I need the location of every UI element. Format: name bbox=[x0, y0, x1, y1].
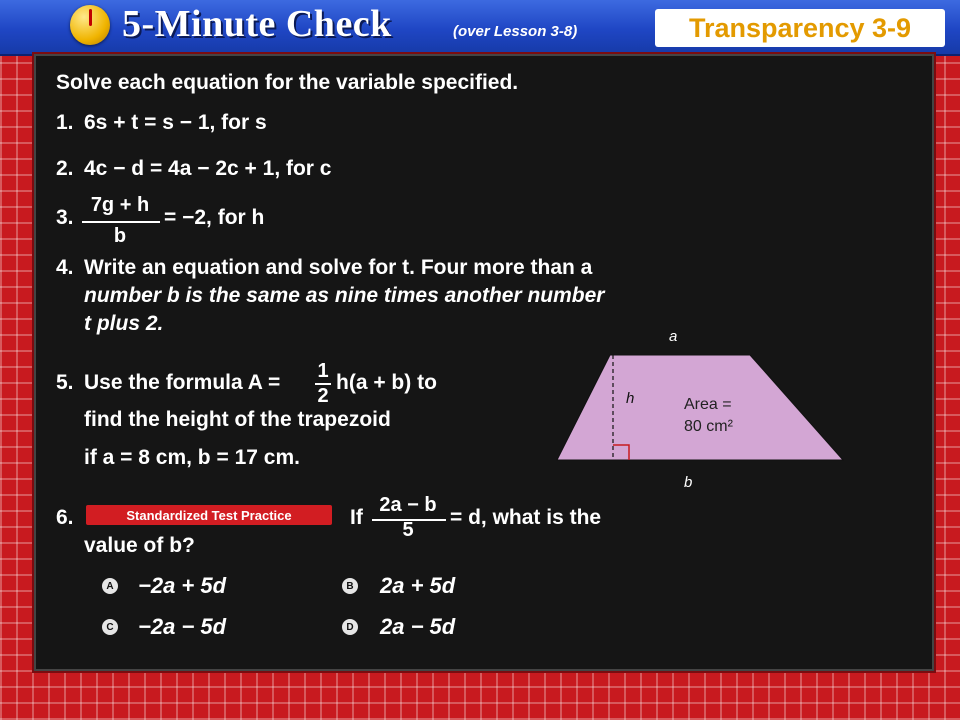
lesson-subtitle: (over Lesson 3-8) bbox=[453, 23, 578, 40]
problem-5-line-3: if a = 8 cm, b = 17 cm. bbox=[84, 446, 300, 469]
problem-6-rest: = d, what is the bbox=[450, 506, 602, 529]
trapezoid-top-label: a bbox=[669, 328, 678, 345]
instructions: Solve each equation for the variable specified. bbox=[56, 71, 519, 94]
standardized-test-practice-badge: Standardized Test Practice bbox=[86, 505, 332, 525]
problem-3-numerator: 7g + h bbox=[90, 194, 150, 216]
problem-3-number: 3. bbox=[56, 206, 74, 229]
option-d-text[interactable]: 2a − 5d bbox=[380, 614, 456, 639]
problem-4-line-3: t plus 2. bbox=[84, 312, 164, 335]
page-title: 5-Minute Check bbox=[122, 3, 392, 45]
header-bar bbox=[0, 0, 960, 56]
option-b-badge[interactable]: B bbox=[342, 578, 358, 594]
problem-3-rest: = −2, for h bbox=[164, 206, 265, 229]
option-a-text[interactable]: −2a + 5d bbox=[138, 573, 227, 598]
option-b-text[interactable]: 2a + 5d bbox=[380, 573, 456, 598]
problem-1-equation: 6s + t = s − 1, for s bbox=[84, 111, 267, 134]
problem-6-frac-numerator: 2a − b bbox=[379, 494, 437, 516]
problem-4-number: 4. bbox=[56, 256, 74, 279]
problem-1-number: 1. bbox=[56, 111, 74, 134]
problem-3-denominator: b bbox=[113, 225, 127, 247]
transparency-label: Transparency 3-9 bbox=[655, 9, 945, 47]
problem-5-line-2: find the height of the trapezoid bbox=[84, 408, 391, 431]
trapezoid-area-line-1: Area = bbox=[684, 396, 732, 413]
problem-5-line-1a: Use the formula A = bbox=[84, 371, 281, 394]
problem-5-line-1b: h(a + b) to bbox=[336, 371, 437, 394]
option-a-badge[interactable]: A bbox=[102, 578, 118, 594]
problem-4-line-2: number b is the same as nine times another number bbox=[84, 284, 605, 307]
problem-6-number: 6. bbox=[56, 506, 74, 529]
problem-5-frac-numerator: 1 bbox=[317, 360, 329, 382]
trapezoid-area-line-2: 80 cm² bbox=[684, 418, 733, 435]
option-c-text[interactable]: −2a − 5d bbox=[138, 614, 227, 639]
clock-icon bbox=[70, 5, 110, 45]
trapezoid-height-label: h bbox=[626, 390, 635, 407]
problem-2-number: 2. bbox=[56, 157, 74, 180]
problem-6-frac-denominator: 5 bbox=[402, 519, 414, 541]
problem-3-fraction-bar bbox=[82, 221, 160, 223]
option-d-badge[interactable]: D bbox=[342, 619, 358, 635]
problem-6-if: If bbox=[350, 506, 363, 529]
problem-5-frac-denominator: 2 bbox=[317, 385, 329, 407]
problem-6-line-2: value of b? bbox=[84, 534, 195, 557]
problem-2-equation: 4c − d = 4a − 2c + 1, for c bbox=[84, 157, 332, 180]
problem-4-line-1: Write an equation and solve for t. Four more than a bbox=[84, 256, 593, 279]
trapezoid-bottom-label: b bbox=[684, 474, 693, 491]
option-c-badge[interactable]: C bbox=[102, 619, 118, 635]
problem-5-number: 5. bbox=[56, 371, 74, 394]
